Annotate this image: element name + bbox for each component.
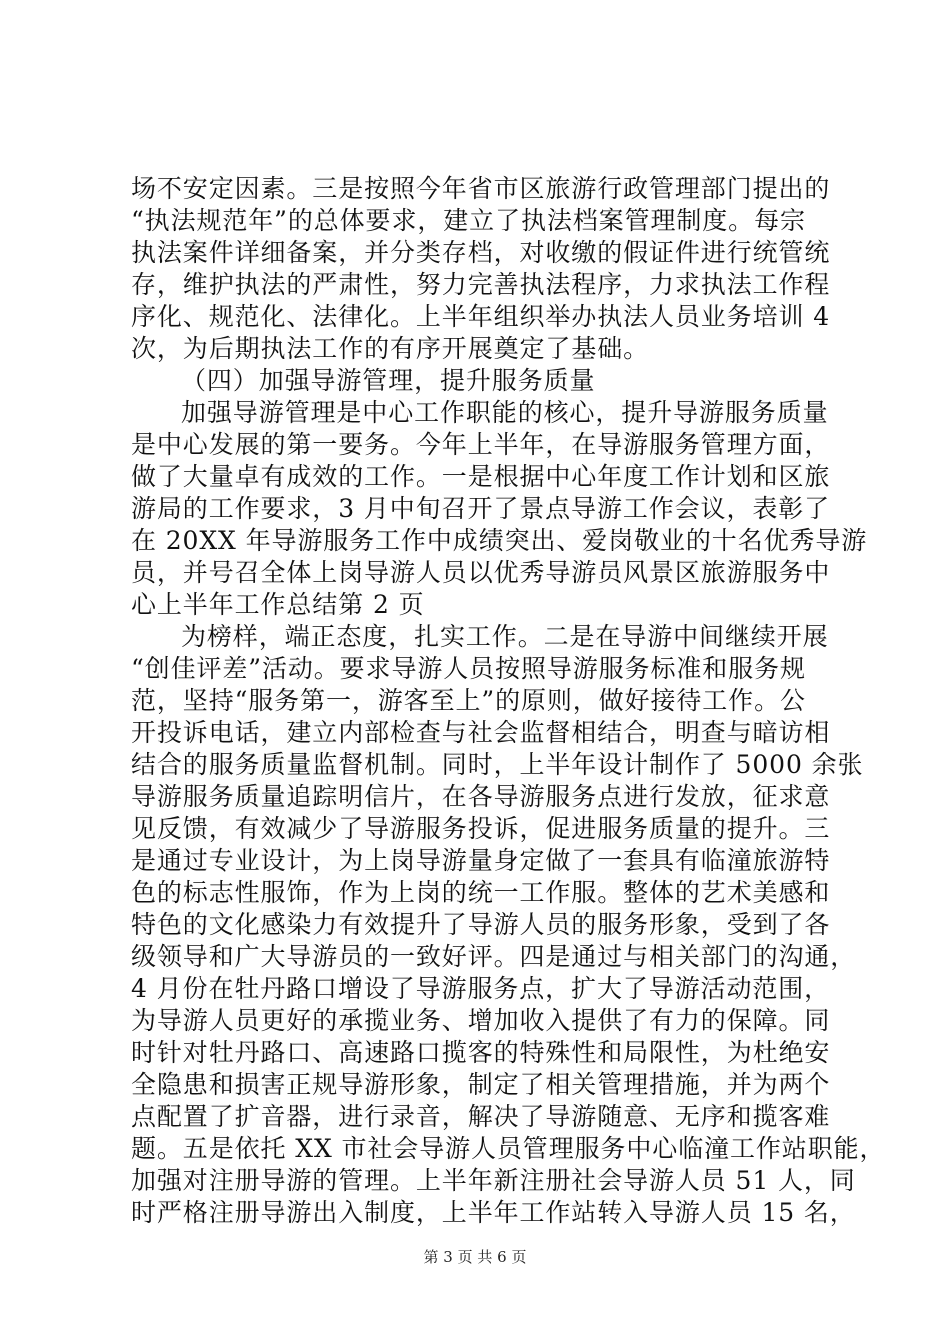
text-line: 结合的服务质量监督机制。同时，上半年设计制作了 5000 余张 [131, 750, 864, 779]
text-line: 场不安定因素。三是按照今年省市区旅游行政管理部门提出的 [131, 174, 831, 203]
section-heading: （四）加强导游管理，提升服务质量 [181, 366, 596, 395]
page-number-footer: 第 3 页 共 6 页 [423, 1248, 527, 1266]
text-line: 题。五是依托 XX 市社会导游人员管理服务中心临潼工作站职能， [131, 1134, 886, 1163]
text-line: “创佳评差”活动。要求导游人员按照导游服务标准和服务规 [131, 654, 806, 683]
text-line: 范，坚持“服务第一，游客至上”的原则，做好接待工作。公 [131, 686, 806, 715]
text-line: 导游服务质量追踪明信片，在各导游服务点进行发放，征求意 [131, 782, 831, 811]
text-line: 游局的工作要求，3 月中旬召开了景点导游工作会议，表彰了 [131, 494, 831, 523]
text-line: 存，维护执法的严肃性，努力完善执法程序，力求执法工作程 [131, 270, 831, 299]
text-line: 序化、规范化、法律化。上半年组织举办执法人员业务培训 4 [131, 302, 831, 331]
text-line: 做了大量卓有成效的工作。一是根据中心年度工作计划和区旅 [131, 462, 831, 491]
text-line: 全隐患和损害正规导游形象，制定了相关管理措施，并为两个 [131, 1070, 831, 1099]
paragraph-start: 加强导游管理是中心工作职能的核心，提升导游服务质量 [181, 398, 829, 427]
text-line: 见反馈，有效减少了导游服务投诉，促进服务质量的提升。三 [131, 814, 831, 843]
text-line: “执法规范年”的总体要求，建立了执法档案管理制度。每宗 [131, 206, 806, 235]
text-line: 次，为后期执法工作的有序开展奠定了基础。 [131, 334, 650, 363]
text-line: 在 20XX 年导游服务工作中成绩突出、爱岗敬业的十名优秀导游 [131, 526, 868, 555]
text-line: 时严格注册导游出入制度，上半年工作站转入导游人员 15 名， [131, 1198, 856, 1227]
text-line: 级领导和广大导游员的一致好评。四是通过与相关部门的沟通， [131, 942, 857, 971]
text-line: 特色的文化感染力有效提升了导游人员的服务形象，受到了各 [131, 910, 831, 939]
body-text [131, 173, 886, 1229]
text-line: 执法案件详细备案，并分类存档，对收缴的假证件进行统管统 [131, 238, 831, 267]
text-line: 4 月份在牡丹路口增设了导游服务点，扩大了导游活动范围， [131, 974, 831, 1003]
paragraph-start: 为榜样，端正态度，扎实工作。二是在导游中间继续开展 [181, 622, 829, 651]
text-line: 加强对注册导游的管理。上半年新注册社会导游人员 51 人，同 [131, 1166, 856, 1195]
text-line: 开投诉电话，建立内部检查与社会监督相结合，明查与暗访相 [131, 718, 831, 747]
text-line: 是中心发展的第一要务。今年上半年，在导游服务管理方面， [131, 430, 831, 459]
text-line: 色的标志性服饰，作为上岗的统一工作服。整体的艺术美感和 [131, 878, 831, 907]
text-line: 时针对牡丹路口、高速路口揽客的特殊性和局限性，为杜绝安 [131, 1038, 831, 1067]
text-line: 心上半年工作总结第 2 页 [131, 590, 425, 619]
text-line: 是通过专业设计，为上岗导游量身定做了一套具有临潼旅游特 [131, 846, 831, 875]
text-line: 为导游人员更好的承揽业务、增加收入提供了有力的保障。同 [131, 1006, 831, 1035]
text-line: 员，并号召全体上岗导游人员以优秀导游员风景区旅游服务中 [131, 558, 831, 587]
text-line: 点配置了扩音器，进行录音，解决了导游随意、无序和揽客难 [131, 1102, 831, 1131]
